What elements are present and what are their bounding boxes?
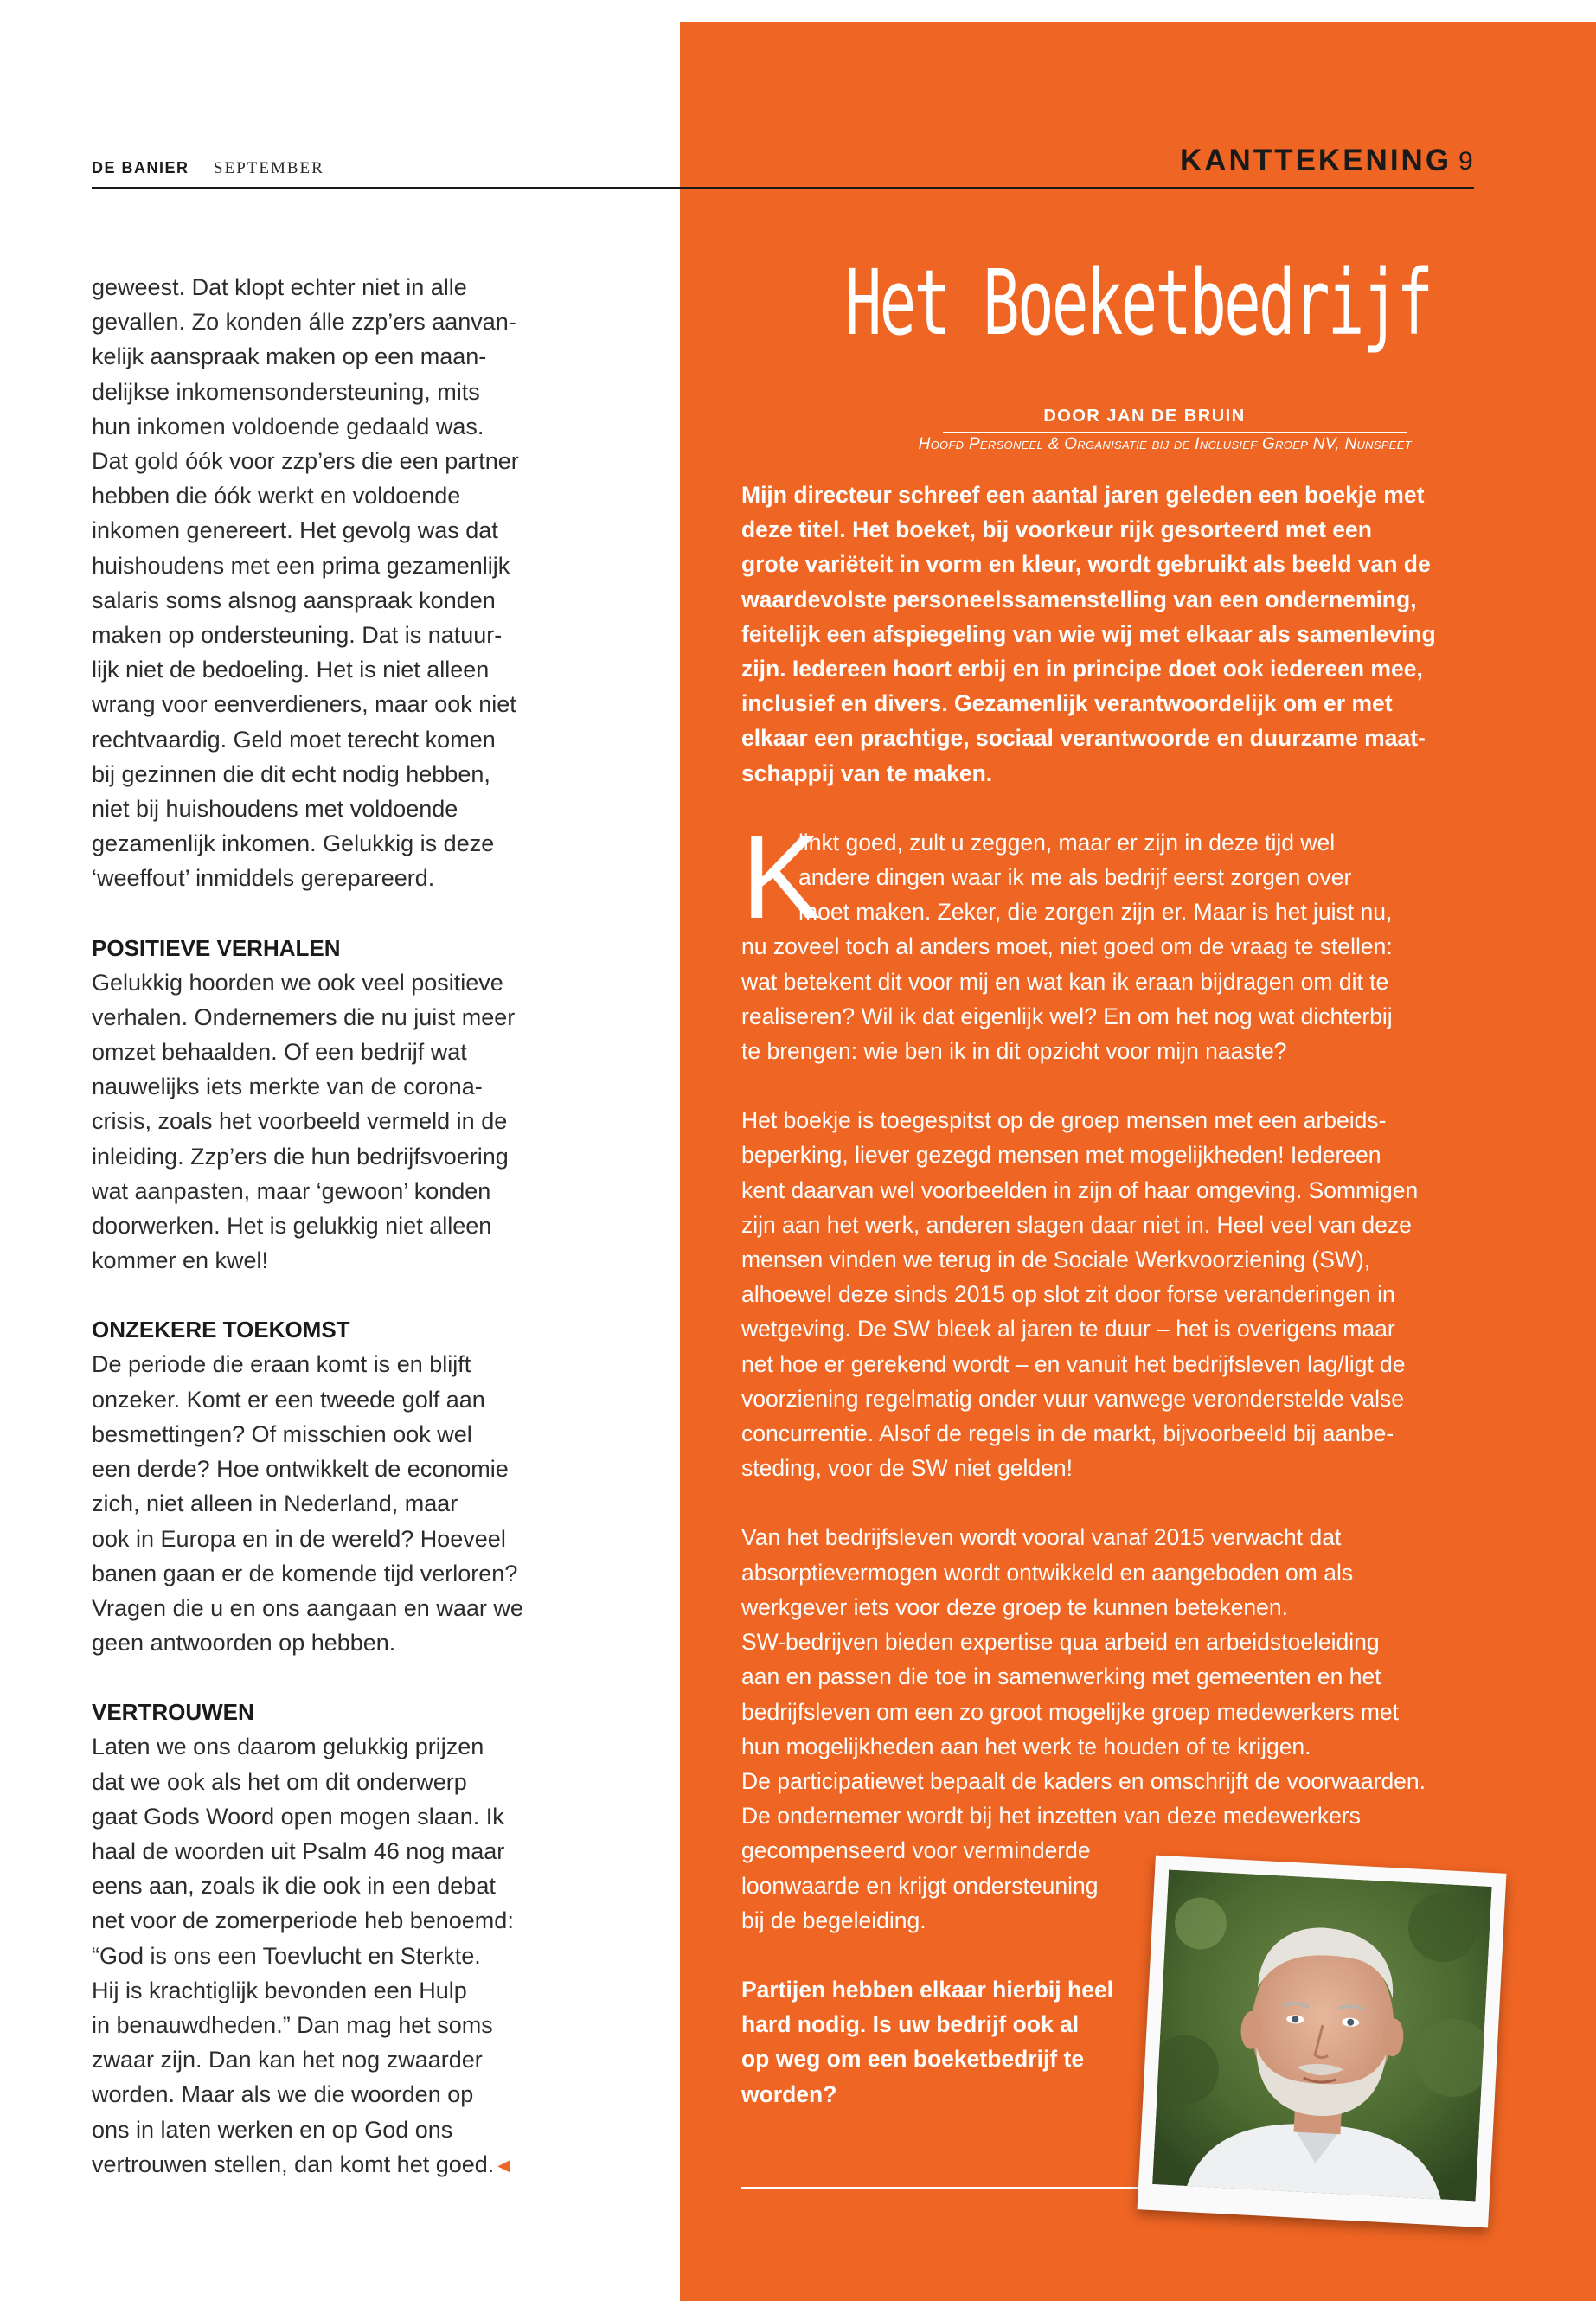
heading-onzekere-toekomst: ONZEKERE TOEKOMST xyxy=(92,1317,350,1343)
section-title: KANTTEKENING xyxy=(1180,144,1452,177)
author-role: Hoofd Personeel & Organisatie bij de Inclusief Groep NV, Nunspeet xyxy=(918,435,1412,453)
left-paragraph-2: Gelukkig hoorden we ook veel positieve verhalen. Ondernemers die nu juist meer omzet behaalden. Of een bedrijf wat nauwelijks iets merkte van de corona- crisis, zoals het voorbeeld vermeld in de inleiding. Zzp’ers die hun bedrijfsvoering wat aanpasten, maar ‘gewoon’ konden doorwerken. Het is gelukkig niet alleen kommer en kwel! xyxy=(92,969,516,1274)
paragraph-1-indented: linkt goed, zult u zeggen, maar er zijn in deze tijd wel andere dingen waar ik me als bedrijf eerst zorgen over moet maken. Zeker, die zorgen zijn er. Maar is het juist nu, xyxy=(798,829,1393,926)
byline-rule xyxy=(943,432,1407,433)
left-paragraph-3: De periode die eraan komt is en blijft onzeker. Komt er een tweede golf aan besmettingen? Of misschien ook wel een derde? Hoe ontwikkelt de economie zich, niet alleen in Nederland, maar ook in Europa en in de wereld? Hoeveel banen gaan er de komende tijd verloren? Vragen die u en ons aangaan en waar we geen antwoorden op hebben. xyxy=(92,1351,523,1657)
left-paragraph-1: geweest. Dat klopt echter niet in alle gevallen. Zo konden álle zzp’ers aanvan- kelijk aanspraak maken op een maan- delijkse inkomensondersteuning, mits hun inkomen voldoende gedaald was. Dat gold óók voor zzp’ers die een partner hebben die óók werkt en voldoende inkomen genereert. Het gevolg was dat huishoudens met een prima gezamenlijk salaris soms alsnog aanspraak konden maken op ondersteuning. Dat is natuur- lijk niet de bedoeling. Het is niet alleen wrang voor eenverdieners, maar ook niet rechtvaardig. Geld moet terecht komen bij gezinnen die dit echt nodig hebben, niet bij huishoudens met voldoende gezamenlijk inkomen. Gelukkig is deze ‘weeffout’ inmiddels gerepareerd. xyxy=(92,274,519,892)
article-paragraph-1 xyxy=(741,810,1482,1068)
article-title: Het Boeketbedrijf xyxy=(844,250,1432,356)
left-paragraph-4-text: Laten we ons daarom gelukkig prijzen dat we ook als het om dit onderwerp gaat Gods Woord open mogen slaan. Ik haal de woorden uit Psalm 46 nog maar eens aan, zoals ik die ook in een debat net voor de zomerperiode heb benoemd: “God is ons een Toevlucht en Sterkte. Hij is krachtiglijk bevonden een Hulp in benauwdheden.” Dan mag het soms zwaar zijn. Dan kan het nog zwaarder worden. Maar als we die woorden op ons in laten werken en op God ons vertrouwen stellen, dan komt het goed. xyxy=(92,1734,514,2177)
article-intro: Mijn directeur schreef een aantal jaren geleden een boekje met deze titel. Het boeket, bij voorkeur rijk gesorteerd met een grote variëteit in vorm en kleur, wordt gebruikt als beeld van de waardevolste personeelssamenstelling van een onderneming, feitelijk een afspiegeling van wie wij met elkaar als samenleving zijn. Iedereen hoort erbij en in principe doet ook iedereen mee, inclusief en divers. Gezamenlijk verantwoordelijk om er met elkaar een prachtige, sociaal verantwoorde en duurzame maat- schappij van te maken. xyxy=(741,482,1436,786)
article-closing: Partijen hebben elkaar hierbij heel hard nodig. Is uw bedrijf ook al op weg om een boeketbedrijf te worden? xyxy=(741,1976,1114,2107)
page-number: 9 xyxy=(1458,147,1473,176)
left-column xyxy=(92,270,550,2182)
left-paragraph-4 xyxy=(92,1729,550,2182)
running-header xyxy=(92,159,324,178)
magazine-name: DE BANIER xyxy=(92,159,189,176)
header-rule xyxy=(92,187,1474,189)
paragraph-1-rest: nu zoveel toch al anders moet, niet goed om de vraag te stellen: wat betekent dit voor mij en wat kan ik eraan bijdragen om dit te realiseren? Wil ik dat eigenlijk wel? En om het nog wat dichterbij te brengen: wie ben ik in dit opzicht voor mijn naaste? xyxy=(741,933,1393,1065)
article-byline: DOOR JAN DE BRUIN xyxy=(1043,407,1246,426)
article-paragraph-3: Van het bedrijfsleven wordt vooral vanaf 2015 verwacht dat absorptievermogen wordt ontwikkeld en aangeboden om als werkgever iets voor deze groep te kunnen betekenen. SW-bedrijven bieden expertise qua arbeid en arbeidstoeleiding aan en passen die toe in samenwerking met gemeenten en het bedrijfsleven om een zo groot mogelijke groep medewerkers met hun mogelijkheden aan het werk te houden of te krijgen. De participatiewet bepaalt de kaders en omschrijft de voorwaarden. De ondernemer wordt bij het inzetten van deze medewerkers gecompenseerd voor verminderde loonwaarde en krijgt ondersteuning bij de begeleiding. xyxy=(741,1524,1426,1933)
article-end-rule xyxy=(741,2187,1152,2189)
author-portrait-image xyxy=(1152,1869,1492,2201)
end-of-article-icon: ◀ xyxy=(497,2156,510,2174)
heading-positieve-verhalen: POSITIEVE VERHALEN xyxy=(92,934,341,961)
heading-vertrouwen: VERTROUWEN xyxy=(92,1699,254,1726)
author-photo xyxy=(1138,1856,1507,2228)
drop-cap: K xyxy=(741,810,822,944)
issue-month: SEPTEMBER xyxy=(214,159,324,177)
article-paragraph-2: Het boekje is toegespitst op de groep mensen met een arbeids- beperking, liever gezegd mensen met mogelijkheden! Iedereen kent daarvan wel voorbeelden in zijn of haar omgeving. Sommigen zijn aan het werk, anderen slagen daar niet in. Heel veel van deze mensen vinden we terug in de Sociale Werkvoorziening (SW), alhoewel deze sinds 2015 op slot zit door forse veranderingen in wetgeving. De SW bleek al jaren te duur – het is overigens maar net hoe er gerekend wordt – en vanuit het bedrijfsleven lag/ligt de voorziening regelmatig onder vuur vanwege veronderstelde valse concurrentie. Alsof de regels in de markt, bijvoorbeeld bij aanbe- steding, voor de SW niet gelden! xyxy=(741,1107,1419,1482)
